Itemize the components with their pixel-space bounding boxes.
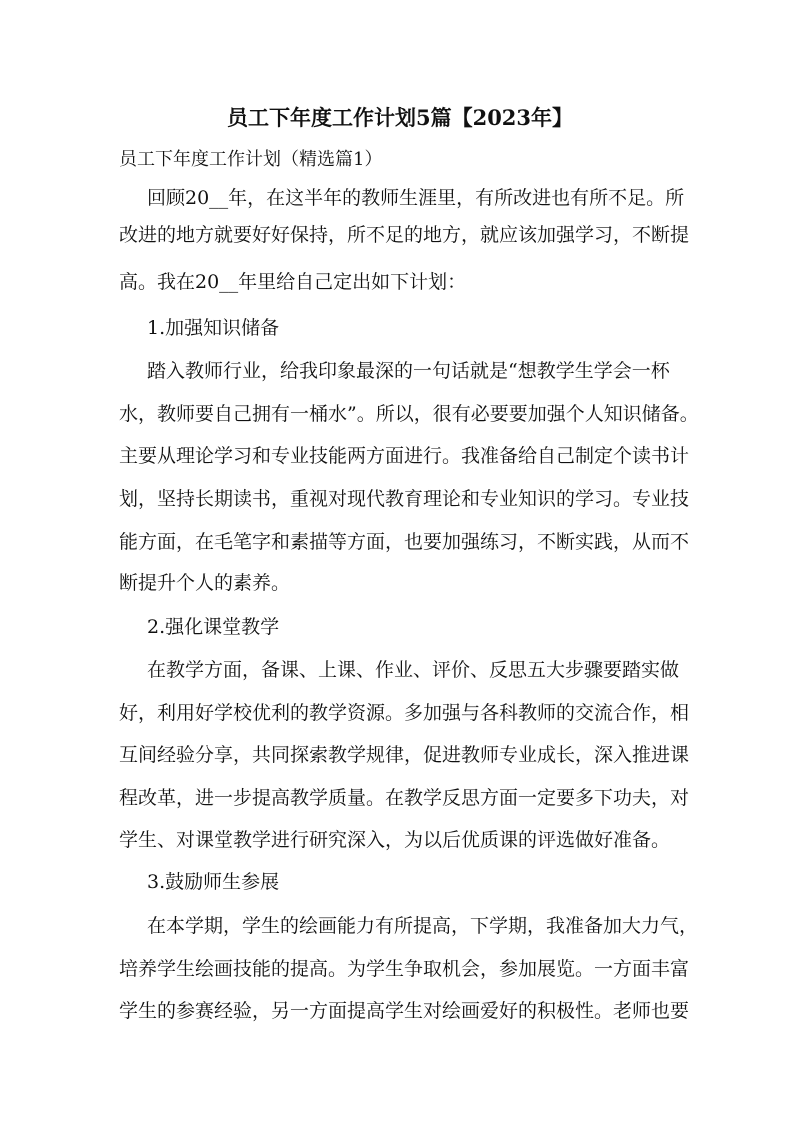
paragraph-line: 划，坚持长期读书，重视对现代教育理论和专业知识的学习。专业技 [119,488,690,510]
paragraph-line: 能方面，在毛笔字和素描等方面，也要加强练习，不断实践，从而不 [119,531,690,553]
paragraph-line: 回顾20__年，在这半年的教师生涯里，有所改进也有所不足。所 [147,187,685,209]
paragraph-line: 水，教师要自己拥有一桶水”。所以，很有必要要加强个人知识储备。 [119,403,699,425]
paragraph-line: 高。我在20__年里给自己定出如下计划： [119,271,467,293]
paragraph-line: 学生的参赛经验，另一方面提高学生对绘画爱好的积极性。老师也要 [119,1000,690,1022]
paragraph-line: 好，利用好学校优利的教学资源。多加强与各科教师的交流合作，相 [119,702,690,724]
section-heading: 3.鼓励师生参展 [147,871,280,893]
paragraph-line: 培养学生绘画技能的提高。为学生争取机会，参加展览。一方面丰富 [119,958,690,980]
document-subtitle: 员工下年度工作计划（精选篇1） [119,149,383,170]
section-heading: 2.强化课堂教学 [147,616,280,638]
paragraph-line: 改进的地方就要好好保持，所不足的地方，就应该加强学习，不断提 [119,224,690,246]
paragraph-line: 在教学方面，备课、上课、作业、评价、反思五大步骤要踏实做 [147,659,680,681]
paragraph-line: 学生、对课堂教学进行研究深入，为以后优质课的评选做好准备。 [119,829,671,851]
paragraph-line: 互间经验分享，共同探索教学规律，促进教师专业成长，深入推进课 [119,744,690,766]
paragraph-line: 在本学期，学生的绘画能力有所提高，下学期，我准备加大力气， [147,915,699,937]
paragraph-line: 踏入教师行业，给我印象最深的一句话就是“想教学生学会一杯 [147,360,670,382]
section-heading: 1.加强知识储备 [147,317,280,339]
paragraph-line: 程改革，进一步提高教学质量。在教学反思方面一定要多下功夫，对 [119,787,690,809]
document-title: 员工下年度工作计划5篇【2023年】 [226,105,574,130]
paragraph-line: 断提升个人的素养。 [119,572,291,594]
paragraph-line: 主要从理论学习和专业技能两方面进行。我准备给自己制定个读书计 [119,445,690,467]
